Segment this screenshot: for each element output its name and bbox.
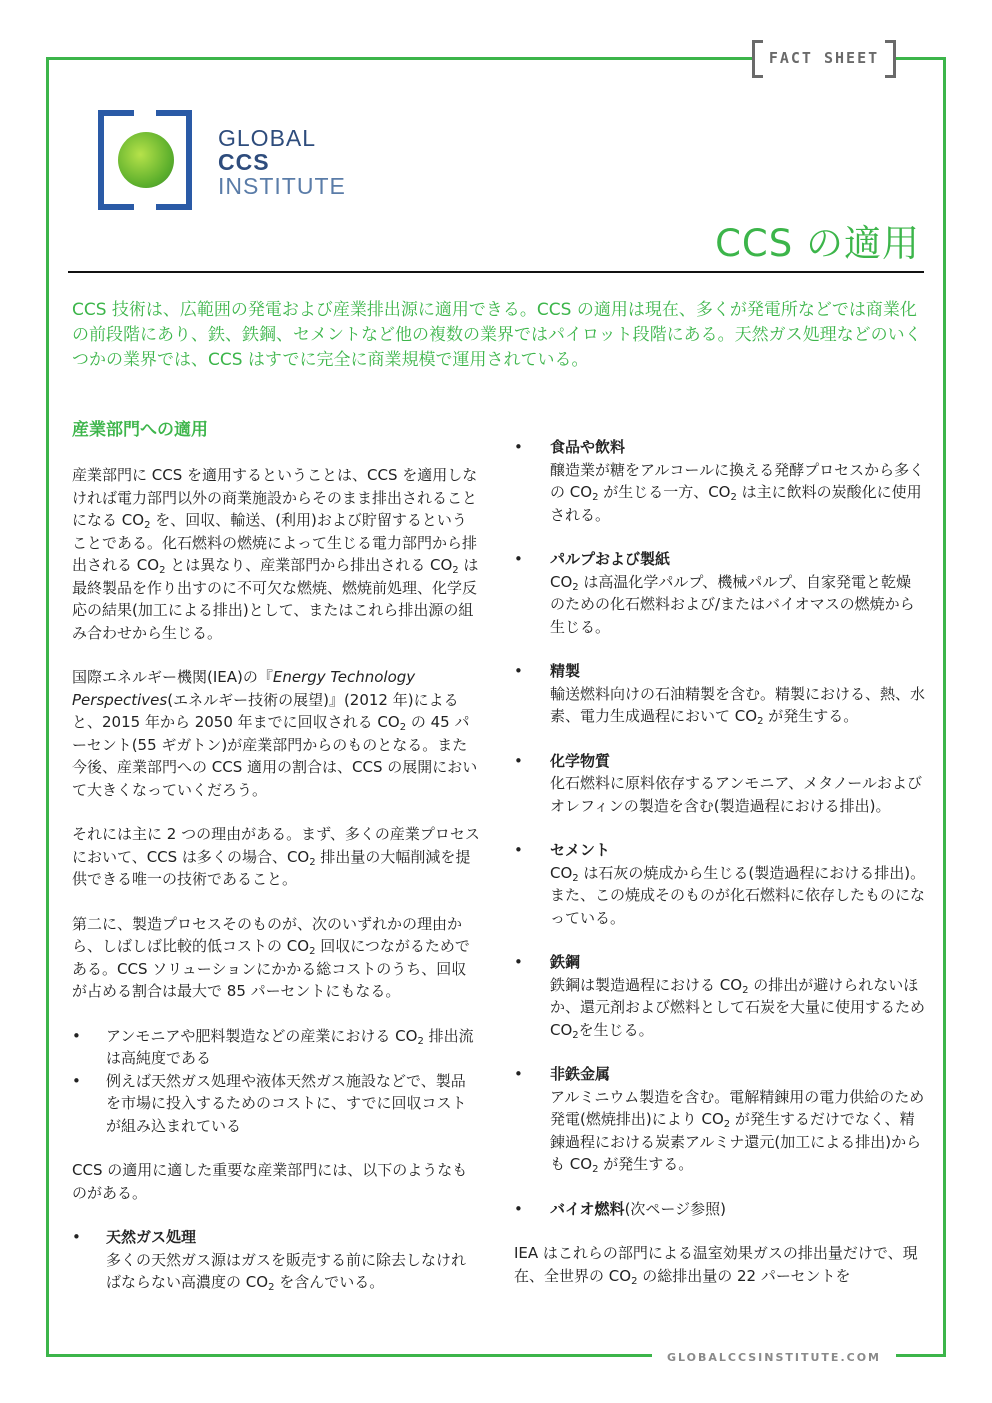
sector-title: • 非鉄金属 xyxy=(550,1065,611,1083)
logo-wordmark xyxy=(218,126,346,198)
sector-item-food xyxy=(514,436,926,526)
sector-item-cement xyxy=(514,839,926,929)
list-item: • アンモニアや肥料製造などの産業における $CO_2$ 排出流は高純度である xyxy=(72,1025,480,1070)
list-item: • 例えば天然ガス処理や液体天然ガス施設などで、製品を市場に投入するためのコストに、すでに回収コストが組み込まれている xyxy=(72,1070,480,1138)
sector-description: $CO_2$ は高温化学パルプ、機械パルプ、自家発電と乾燥のための化石燃料および/またはバイオマスの燃焼から生じる。 xyxy=(550,572,915,636)
sector-description: 化石燃料に原料依存するアンモニア、メタノールおよびオレフィンの製造を含む(製造過程における排出)。 xyxy=(550,774,923,815)
sector-title: • 化学物質 xyxy=(550,751,611,770)
sector-description: $CO_2$ は石灰の焼成から生じる(製造過程における排出)。また、この焼成そのものが化石燃料に依存したものになっている。 xyxy=(550,863,926,927)
sector-title: • 精製 xyxy=(550,662,581,680)
paragraph-1: 産業部門に CCS を適用するということは、CCS を適用しなければ電力部門以外の商業施設からそのまま排出されることになる $CO_2$ を、回収、輸送、(利用)および貯留するということである。化石燃料の燃焼によって生じる電力部門から排出される $CO_2$ とは異なり、産業部門から排出される $CO_2$ は最終製品を作り出すのに不可欠な燃焼、燃焼前処理、化学反応の結果(加工による排出)として、またはこれら排出源の組み合わせから生じる。 xyxy=(72,466,479,642)
logo-line-1: GLOBAL xyxy=(218,125,317,151)
sector-item-nonferrous xyxy=(514,1063,926,1176)
logo-line-3: INSTITUTE xyxy=(218,173,346,199)
sector-description: 鉄鋼は製造過程における $CO_2$ の排出が避けられないほか、還元剤および燃料として石炭を大量に使用するため $CO_2$を生じる。 xyxy=(550,975,926,1041)
sector-item-refining xyxy=(514,660,926,728)
sector-description: 多くの天然ガス源はガスを販売する前に除去しなければならない高濃度の $CO_2$ を含んでいる。 xyxy=(106,1250,467,1293)
sector-item-steel xyxy=(514,951,926,1041)
left-column xyxy=(72,418,480,1294)
paragraph-4: 第二に、製造プロセスそのものが、次のいずれかの理由から、しばしば比較的低コストの $CO_2$ 回収につながるためである。CCS ソリューションにかかる総コストのうち、回収が占める割合は最大で 85 パーセントにもなる。 xyxy=(72,914,470,1000)
paragraph-3: それには主に 2 つの理由がある。まず、多くの産業プロセスにおいて、CCS は多くの場合、$CO_2$ 排出量の大幅削減を提供できる唯一の技術であること。 xyxy=(72,825,480,888)
sector-title: バイオ燃料 xyxy=(550,1199,625,1218)
paragraph-5: CCS の適用に適した重要な産業部門には、以下のようなものがある。 xyxy=(72,1161,468,1202)
sector-title: • 天然ガス処理 xyxy=(106,1228,197,1246)
fact-sheet-label: FACT SHEET xyxy=(752,40,896,76)
sector-description: アルミニウム製造を含む。電解精錬用の電力供給のため発電(燃焼排出)により $CO_2$ が発生するだけでなく、精錬過程における炭素アルミナ還元(加工による排出)からも $CO_2$ が発生する。 xyxy=(550,1087,925,1175)
title-divider xyxy=(68,271,924,273)
reason-list xyxy=(72,1025,480,1138)
sector-item-chemicals xyxy=(514,750,926,818)
sector-item-biofuels xyxy=(514,1198,926,1221)
sector-title: • セメント xyxy=(550,841,611,859)
closing-paragraph: IEA はこれらの部門による温室効果ガスの排出量だけで、現在、全世界の $CO_2$ の総排出量の 22 パーセントを xyxy=(514,1244,918,1287)
sector-title: • 食品や飲料 xyxy=(550,438,626,456)
sector-title: • パルプおよび製紙 xyxy=(550,550,671,568)
footer-url: GLOBALCCSINSTITUTE.COM xyxy=(652,1346,896,1368)
sector-note: (次ページ参照) xyxy=(624,1199,726,1218)
paragraph-2: 国際エネルギー機関(IEA)の『Energy Technology Perspectives(エネルギー技術の展望)』(2012 年)によると、2015 年から 2050 年までに回収される $CO_2$ の 45 パーセント(55 ギガトン)が産業部門からのものとなる。また今後、産業部門への CCS 適用の割合は、CCS の展開において大きくなっていくだろう。 xyxy=(72,668,478,799)
intro-paragraph: CCS 技術は、広範囲の発電および産業排出源に適用できる。CCS の適用は現在、多くが発電所などでは商業化の前段階にあり、鉄、鉄鋼、セメントなど他の複数の業界ではパイロット段階にある。天然ガス処理などのいくつかの業界では、CCS はすでに完全に商業規模で運用されている。 xyxy=(72,300,922,370)
section-heading: 産業部門への適用 xyxy=(72,420,208,440)
global-ccs-institute-logo xyxy=(98,110,378,214)
page-title: CCS の適用 xyxy=(715,222,920,265)
sector-description: 輸送燃料向けの石油精製を含む。精製における、熱、水素、電力生成過程において $CO_2$ が発生する。 xyxy=(550,684,926,727)
sector-title: • 鉄鋼 xyxy=(550,953,581,971)
sector-item-pulp xyxy=(514,548,926,638)
logo-globe-icon xyxy=(118,132,174,188)
sector-item-natural-gas xyxy=(72,1226,480,1294)
right-column xyxy=(514,436,926,1287)
sector-list-left xyxy=(72,1226,480,1294)
logo-line-2: CCS xyxy=(218,149,270,175)
sector-list-right xyxy=(514,436,926,1220)
sector-description: 醸造業が糖をアルコールに換える発酵プロセスから多くの $CO_2$ が生じる一方、$CO_2$ は主に飲料の炭酸化に使用される。 xyxy=(550,460,925,524)
